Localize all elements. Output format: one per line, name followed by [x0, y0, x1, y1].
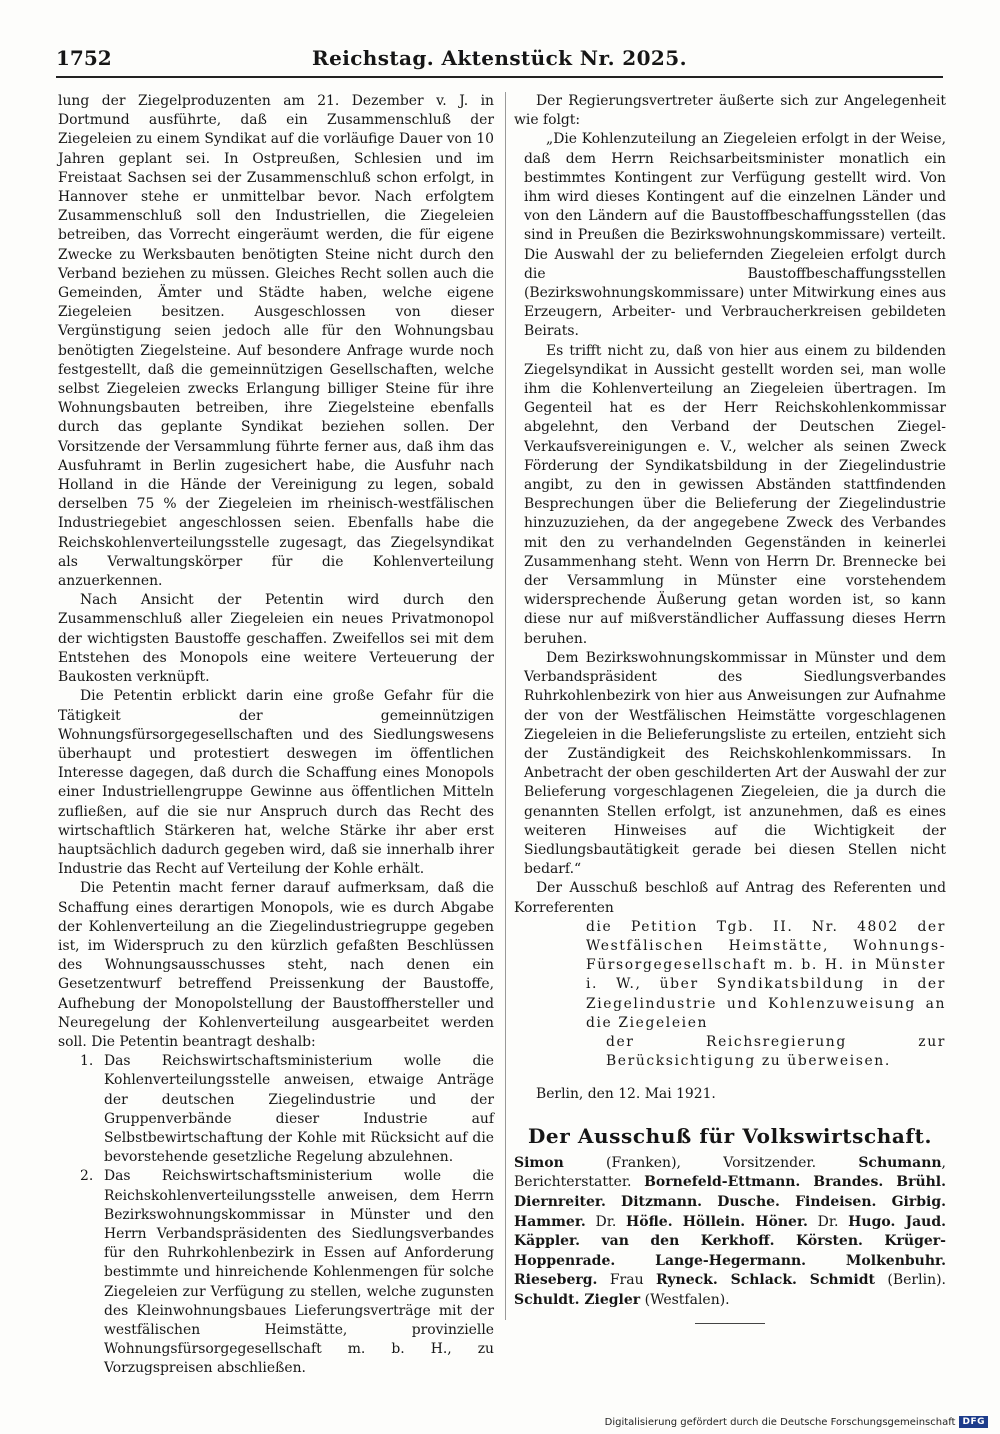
closing-rule	[695, 1323, 765, 1324]
request-text: Das Reichswirtschaftsministerium wolle die Reichskohlenverteilungsstelle anweisen, dem Herrn Bezirkswohnungskommissar in Münster und den Herrn Verbandspräsidenten des Siedlungsverbandes für den Ruhrkohlenbezirk in Essen auf Anforderung bestimmte und hinreichende Kohlenmengen für solche Ziegeleien zur Verfügung zu stellen, welche zugunsten des Kleinwohnungsbaues Lieferungsverträge mit der westfälischen Heimstätte, provinzielle Wohnungsfürsorgegesellschaft m. b. H., zu Vorzugspreisen abschließen.	[104, 1168, 494, 1377]
member-list	[514, 1154, 946, 1311]
footer-text: Digitalisierung gefördert durch die Deutsche Forschungsgemeinschaft	[604, 1416, 956, 1428]
member-name: Schuldt. Ziegler	[514, 1291, 641, 1308]
member-note: (Franken), Vorsitzender.	[563, 1154, 859, 1171]
running-title: Reichstag. Aktenstück Nr. 2025.	[312, 46, 687, 70]
paragraph: Der Ausschuß beschloß auf Antrag des Referenten und Korreferenten	[514, 880, 946, 916]
request-text: Das Reichswirtschaftsministerium wolle die Kohlenverteilungsstelle anweisen, etwaige Anträge der deutschen Ziegelindustrie und der Gruppenverbände dieser Industrie auf Selbstbewirtschaftung der Kohle mit Rücksicht auf die bevorstehende gesetzliche Regelung abzulehnen.	[104, 1053, 494, 1166]
paragraph: Nach Ansicht der Petentin wird durch den Zusammenschluß aller Ziegeleien ein neues Privatmonopol der wichtigsten Baustoffe geschaffen. Zweifellos sei mit dem Entstehen des Monopols eine weitere Verteuerung der Baukosten verknüpft.	[58, 592, 494, 686]
dateline: Berlin, den 12. Mai 1921.	[536, 1086, 716, 1103]
member-note: Dr.	[585, 1213, 627, 1230]
request-number: 2.	[80, 1168, 94, 1185]
paragraph: „Die Kohlenzuteilung an Ziegeleien erfolgt in der Weise, daß dem Herrn Reichsarbeitsminister monatlich ein bestimmtes Kontingent zur Verfügung gestellt wird. Von ihm wird dieses Kontingent auf die einzelnen Länder und von den Ländern auf die Baustoffbeschaffungsstellen (das sind in Preußen die Bezirkswohnungskommissare) verteilt. Die Auswahl der zu beliefernden Ziegeleien erfolgt durch die Baustoffbeschaffungsstellen (Bezirkswohnungskommissare) unter Mitwirkung eines aus Erzeugern, Arbeiter- und Verbraucherkreisen gebildeten Beirats.	[524, 131, 946, 340]
member-name: Hugo. Jaud. Käppler. van den Kerkhoff. Körsten. Krüger-Hoppenrade. Lange-Hegermann. Molkenbuhr. Rieseberg.	[514, 1213, 946, 1289]
column-divider	[505, 92, 506, 1320]
request-number: 1.	[80, 1053, 94, 1070]
footer	[605, 1416, 988, 1428]
paragraph: Der Regierungsvertreter äußerte sich zur Angelegenheit wie folgt:	[514, 93, 946, 129]
committee-title: Der Ausschuß für Volkswirtschaft.	[527, 1123, 933, 1148]
left-column	[58, 92, 494, 1379]
member-name: Bornefeld-Ettmann. Brandes. Brühl. Diernreiter. Ditzmann. Dusche. Findeisen. Girbig. Hammer.	[514, 1174, 946, 1230]
page-header	[56, 46, 943, 78]
dfg-logo-icon: DFG	[959, 1416, 988, 1428]
paragraph: Dem Bezirkswohnungskommissar in Münster und dem Verbandspräsident des Siedlungsverbandes Ruhrkohlenbezirk von hier aus Anweisungen zur Aufnahme der von der Westfälischen Heimstätte vorgeschlagenen Ziegeleien in die Belieferungsliste zu erteilen, entzieht sich der Zuständigkeit des Reichskohlenkommissars. In Anbetracht der oben geschilderten Art der Auswahl der zur Belieferung vorgeschlagenen Ziegeleien, die ja durch die genannten Stellen erfolgt, ist anzunehmen, daß es eines weiteren Hinweises auf die Wichtigkeit der Siedlungsbautätigkeit gerade bei diesen Stellen nicht bedarf.“	[524, 649, 946, 878]
government-statement	[514, 130, 946, 879]
paragraph: Es trifft nicht zu, daß von hier aus einem zu bildenden Ziegelsyndikat in Aussicht gestellt worden sei, man wolle ihm die Kohlenverteilung an Ziegeleien übertragen. Im Gegenteil hat es der Herr Reichskohlenkommissar abgelehnt, den Verband der Deutschen Ziegel-Verkaufsvereinigungen e. V., welcher als seinen Zweck Förderung der Syndikatsbildung in der Ziegelindustrie angibt, zu den in gewissen Abständen stattfindenden Besprechungen über die Belieferung der Ziegelindustrie hinzuzuziehen, da der angegebene Zweck des Verbandes mit den zu verhandelnden Gegenständen in keinerlei Zusammenhang steht. Wenn von Herrn Dr. Brennecke bei der Versammlung in Münster eine vorstehendem widersprechende Äußerung getan worden ist, so kann diese nur auf mißverständlicher Auffassung dieses Herrn beruhen.	[524, 342, 946, 647]
request-item	[58, 1167, 494, 1378]
member-note: , Berichterstatter.	[514, 1154, 946, 1191]
paragraph: lung der Ziegelproduzenten am 21. Dezember v. J. in Dortmund ausführte, daß ein Zusammenschluß der Ziegeleien zu einem Syndikat auf die vorläufige Dauer von 10 Jahren geplant sei. In Ostpreußen, Schlesien und im Freistaat Sachsen sei der Zusammenschluß schon erfolgt, in Hannover stehe er unmittelbar bevor. Nach erfolgtem Zusammenschluß soll den Industriellen, die Ziegeleien betreiben, das Vorrecht eingeräumt werden, die für eigene Zwecke zu Werksbauten benötigten Steine nicht durch den Verband beziehen zu müssen. Gleiches Recht sollen auch die Gemeinden, Ämter und Städte haben, welche eigene Ziegeleien besitzen. Ausgeschlossen von dieser Vergünstigung seien jedoch alle für den Wohnungsbau benötigten Ziegelsteine. Auf besondere Anfrage wurde noch festgestellt, daß die gemeinnützigen Gesellschaften, welche selbst Ziegeleien zwecks Erlangung billiger Steine für ihre Wohnungsbauten betreiben, ihre Ziegelsteine ebenfalls durch das geplante Syndikat beziehen sollen. Der Vorsitzende der Versammlung führte ferner aus, daß ihm das Ausfuhramt in Berlin zugesichert habe, die Ausfuhr nach Holland in die Hände der Vereinigung zu legen, sobald derselben 75 % der Ziegeleien im rheinisch-westfälischen Industriegebiet angeschlossen seien. Ebenfalls habe die Reichskohlenverteilungsstelle zugesagt, das Ziegelsyndikat als Verwaltungskörper für die Kohlenverteilung anzuerkennen.	[58, 93, 494, 590]
member-note: Frau	[597, 1272, 657, 1289]
resolution-text: die Petition Tgb. II. Nr. 4802 der Westfälischen Heimstätte, Wohnungs-Fürsorgegesellschaft m. b. H. in Münster i. W., über Syndikatsbildung in der Ziegelindustrie und Kohlenzuweisung an die Ziegeleien	[586, 918, 946, 1031]
member-name: Schumann	[858, 1154, 942, 1171]
paragraph: Die Petentin macht ferner darauf aufmerksam, daß die Schaffung eines derartigen Monopols, wie es durch Abgabe der Kohlenverteilung an die Ziegelindustriegruppe gegeben ist, im Widerspruch zu den kürzlich gefaßten Beschlüssen des Wohnungsausschusses steht, nach denen ein Gesetzentwurf betreffend Preissenkung der Baustoffe, Aufhebung der Monopolstellung der Baustoffhersteller und Neuregelung der Kohlenverteilung ausgearbeitet werden soll. Die Petentin beantragt deshalb:	[58, 880, 494, 1050]
right-column	[514, 92, 946, 1324]
request-list	[58, 1052, 494, 1378]
paragraph: Die Petentin erblickt darin eine große Gefahr für die Tätigkeit der gemeinnützigen Wohnungsfürsorgegesellschaften und des Siedlungswesens überhaupt und protestiert deswegen im öffentlichen Interesse dagegen, daß durch die Schaffung eines Monopols einer Industriellengruppe Gewinne aus öffentlichen Mitteln zufließen, auf die sie nur Anspruch durch das Recht des wirtschaftlich Stärkeren hat, welche Stärke ihr aber erst hauptsächlich dadurch gegeben wird, daß sie innerhalb ihrer Industrie das Recht auf Verteilung der Kohle erhält.	[58, 688, 494, 878]
member-note: (Westfalen).	[640, 1291, 730, 1308]
member-note: Dr.	[807, 1213, 849, 1230]
member-name: Höfle. Höllein. Höner.	[626, 1213, 808, 1230]
member-note: (Berlin).	[874, 1272, 946, 1289]
page-number: 1752	[56, 46, 112, 70]
member-name: Simon	[514, 1154, 564, 1171]
member-name: Ryneck. Schlack. Schmidt	[656, 1272, 875, 1289]
resolution-text: der Reichsregierung zur Berücksichtigung zu überweisen.	[606, 1033, 946, 1070]
request-item	[58, 1052, 494, 1167]
